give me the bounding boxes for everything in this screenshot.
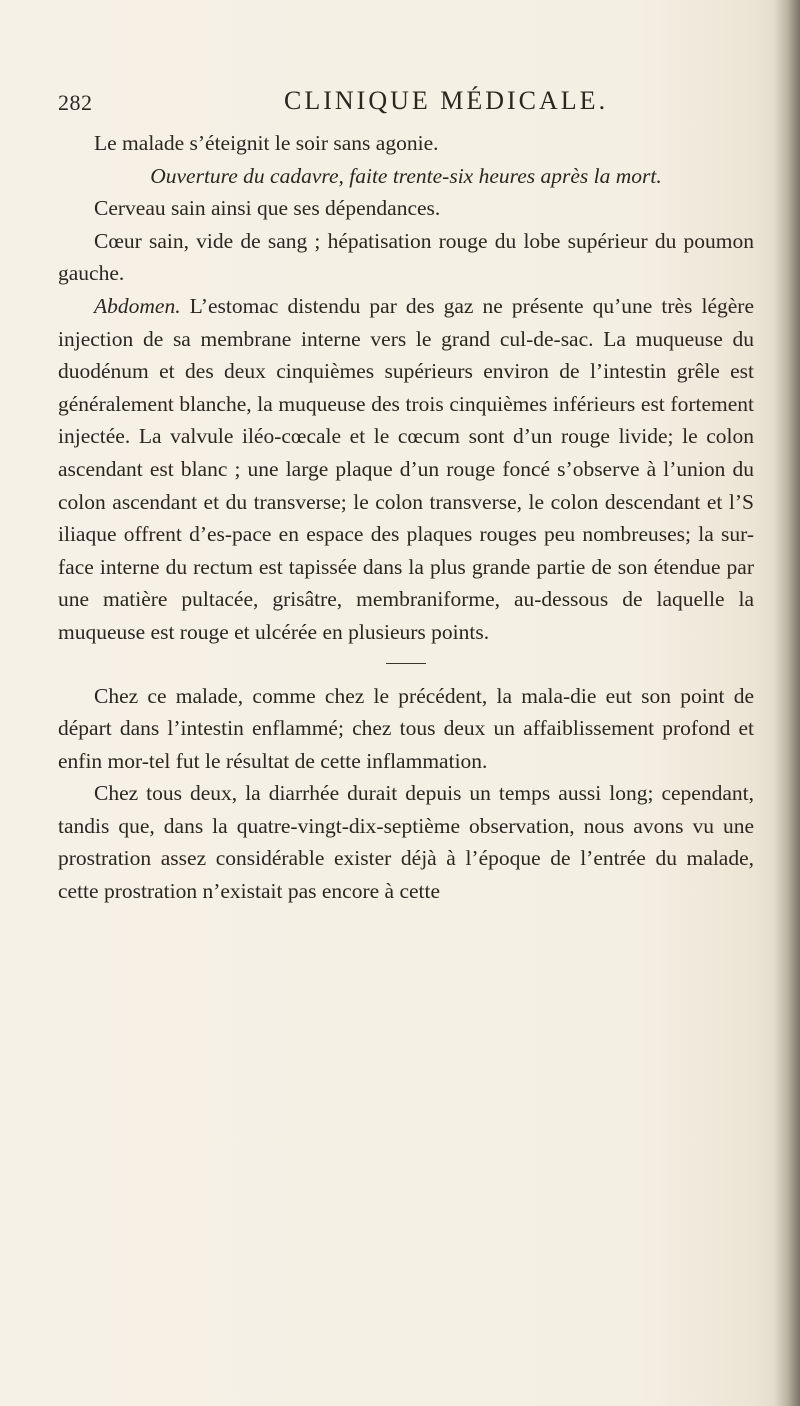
- paragraph-comparison: Chez ce malade, comme chez le précédent, la mala-die eut son point de départ dans l’intestin enflammé; chez tous deux un affaiblissement profond et enfin mor-tel fut le résultat de cette inflammation.: [58, 683, 754, 773]
- page-edge-shadow: [774, 0, 800, 1406]
- abdomen-text: L’estomac distendu par des gaz ne présente qu’une très légère injection de sa membrane interne vers le grand cul-de-sac. La muqueuse du duodénum et des deux cinquièmes supérieurs environ de l’intestin grêle est généralement blanche, la muqueuse des trois cinquièmes inférieurs est fortement injectée. La valvule iléo-cœcale et le cœcum sont d’un rouge livide; le colon ascendant est blanc ; une large plaque d’un rouge foncé s’observe à l’union du colon ascendant et du transverse; le colon transverse, le colon descendant et l’S iliaque offrent d’es-pace en espace des plaques rouges peu nombreuses; la sur-face interne du rectum est tapissée dans la plus grande partie de son étendue par une matière pultacée, grisâtre, membraniforme, au-dessous de laquelle la muqueuse est rouge et ulcérée en plusieurs points.: [58, 293, 754, 644]
- paragraph-heart-lung: Cœur sain, vide de sang ; hépatisation rouge du lobe supérieur du poumon gauche.: [58, 228, 754, 286]
- paragraph-diarrhea: Chez tous deux, la diarrhée durait depuis un temps aussi long; cependant, tandis que, dans la quatre-vingt-dix-septième observation, nous avons vu une prostration assez considérable exister déjà à l’époque de l’entrée du malade, cette prostration n’existait pas encore à cette: [58, 781, 754, 904]
- paragraph-death: Le malade s’éteignit le soir sans agonie.: [94, 131, 439, 155]
- body-text: [58, 127, 754, 908]
- paragraph-abdomen: [58, 290, 754, 649]
- running-head: CLINIQUE MÉDICALE.: [284, 86, 609, 115]
- paragraph-autopsy-heading: Ouverture du cadavre, faite trente-six heures après la mort.: [150, 163, 662, 188]
- page-header: [58, 86, 678, 122]
- paragraph-brain: Cerveau sain ainsi que ses dépendances.: [94, 196, 441, 221]
- page-number: 282: [58, 90, 93, 115]
- section-divider: [386, 663, 426, 664]
- abdomen-lead: Abdomen.: [94, 293, 181, 318]
